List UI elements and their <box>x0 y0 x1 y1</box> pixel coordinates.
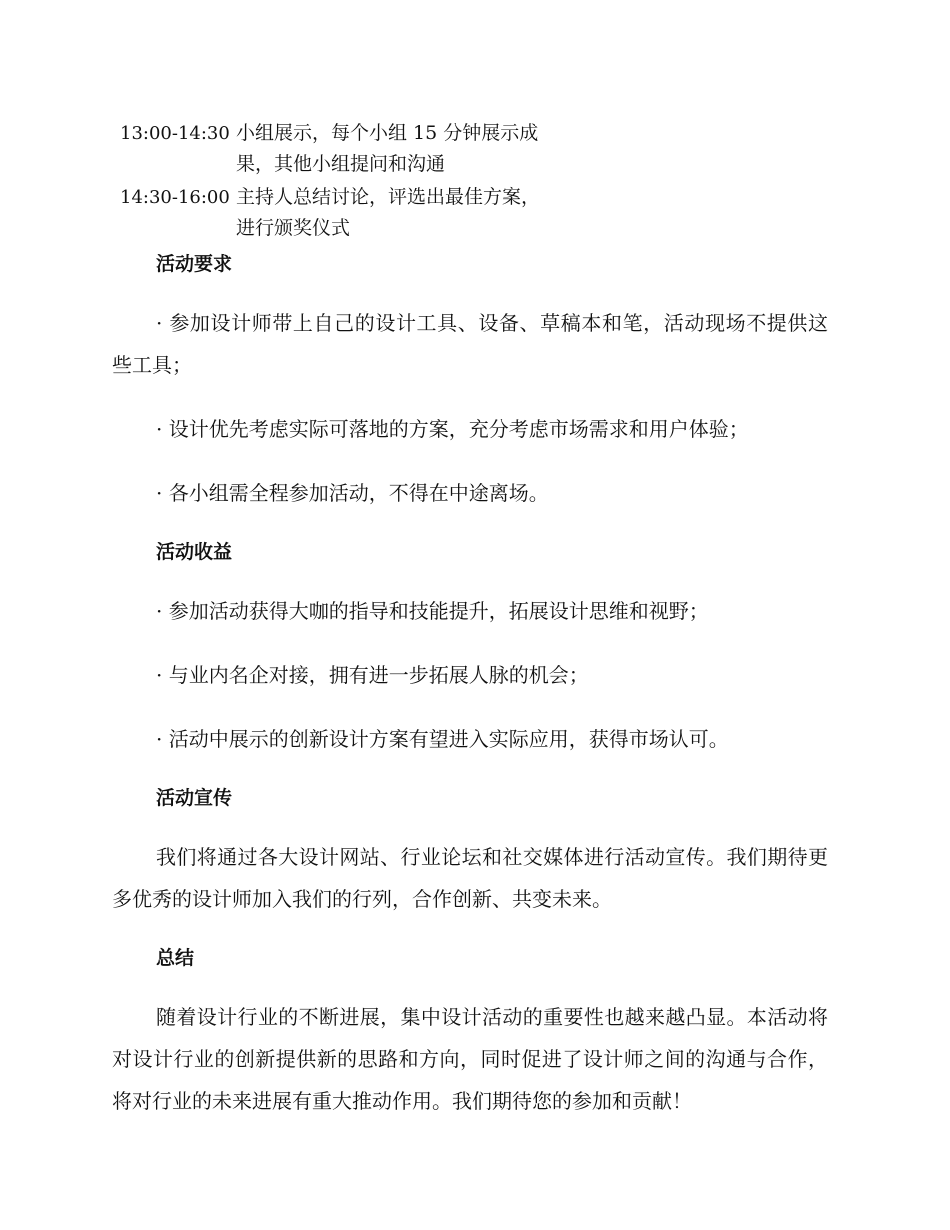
promotion-paragraph: 我们将通过各大设计网站、行业论坛和社交媒体进行活动宣传。我们期待更多优秀的设计师加入我们的行列，合作创新、共变未来。 <box>112 845 828 911</box>
document-body <box>112 248 828 1122</box>
benefit-item: · 活动中展示的创新设计方案有望进入实际应用，获得市场认可。 <box>156 727 729 751</box>
requirement-item: · 参加设计师带上自己的设计工具、设备、草稿本和笔，活动现场不提供这些工具； <box>112 311 828 377</box>
requirements-heading: 活动要求 <box>156 253 233 275</box>
schedule-time: 13:00-14:30 <box>120 123 230 144</box>
schedule-row <box>112 118 572 180</box>
benefit-item: · 参加活动获得大咖的指导和技能提升，拓展设计思维和视野； <box>156 599 709 623</box>
promotion-heading: 活动宣传 <box>156 787 233 809</box>
requirement-item: · 设计优先考虑实际可落地的方案，充分考虑市场需求和用户体验； <box>156 417 749 441</box>
schedule-time: 14:30-16:00 <box>120 187 230 208</box>
benefit-item: · 与业内名企对接，拥有进一步拓展人脉的机会； <box>156 663 589 687</box>
schedule-row <box>112 182 572 244</box>
requirement-item: · 各小组需全程参加活动，不得在中途离场。 <box>156 481 549 505</box>
schedule-table <box>112 118 572 244</box>
schedule-description: 主持人总结讨论，评选出最佳方案，进行颁奖仪式 <box>236 186 541 239</box>
schedule-description: 小组展示，每个小组 15 分钟展示成果，其他小组提问和沟通 <box>236 122 539 175</box>
summary-paragraph: 随着设计行业的不断进展，集中设计活动的重要性也越来越凸显。本活动将对设计行业的创新提供新的思路和方向，同时促进了设计师之间的沟通与合作，将对行业的未来进展有重大推动作用。我们期待您的参加和贡献！ <box>112 1005 828 1113</box>
summary-heading: 总结 <box>156 947 195 969</box>
benefits-heading: 活动收益 <box>156 541 233 563</box>
